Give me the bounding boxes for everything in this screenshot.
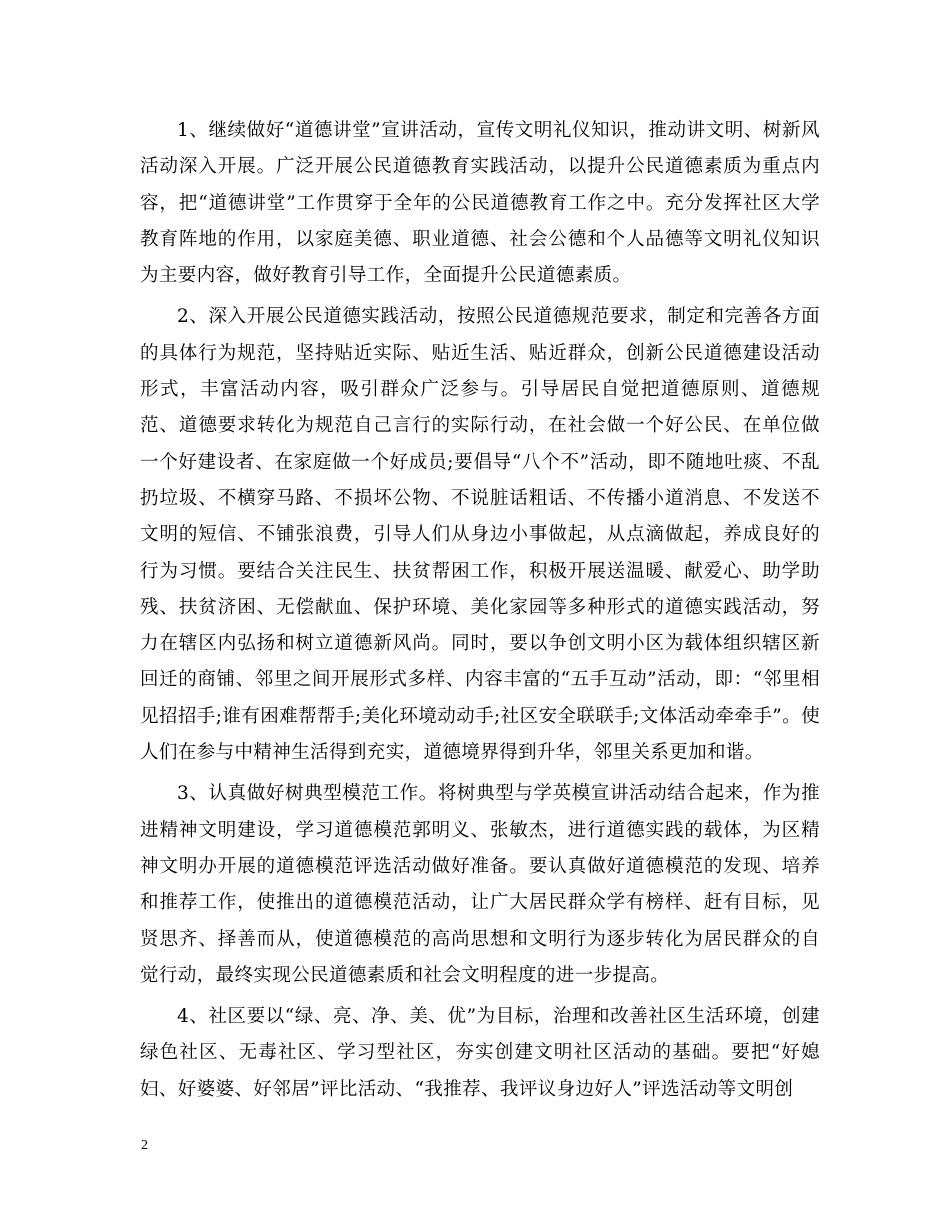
paragraph-2: 2、深入开展公民道德实践活动，按照公民道德规范要求，制定和完善各方面的具体行为规范，坚持贴近实际、贴近生活、贴近群众，创新公民道德建设活动形式，丰富活动内容，吸引群众广泛参与。引导居民自觉把道德原则、道德规范、道德要求转化为规范自己言行的实际行动，在社会做一个好公民、在单位做一个好建设者、在家庭做一个好成员;要倡导“八个不”活动，即不随地吐痰、不乱扔垃圾、不横穿马路、不损坏公物、不说脏话粗话、不传播小道消息、不发送不文明的短信、不铺张浪费，引导人们从身边小事做起，从点滴做起，养成良好的行为习惯。要结合关注民生、扶贫帮困工作，积极开展送温暖、献爱心、助学助残、扶贫济困、无偿献血、保护环境、美化家园等多种形式的道德实践活动，努力在辖区内弘扬和树立道德新风尚。同时，要以争创文明小区为载体组织辖区新回迁的商铺、邻里之间开展形式多样、内容丰富的“五手互动”活动，即：“邻里相见招招手;谁有困难帮帮手;美化环境动动手;社区安全联联手;文体活动牵牵手”。使人们在参与中精神生活得到充实，道德境界得到升华，邻里关系更加和谐。 [140, 306, 820, 764]
paragraph-1: 1、继续做好“道德讲堂”宣讲活动，宣传文明礼仪知识，推动讲文明、树新风活动深入开展。广泛开展公民道德教育实践活动，以提升公民道德素质为重点内容，把“道德讲堂”工作贯穿于全年的公民道德教育工作之中。充分发挥社区大学教育阵地的作用，以家庭美德、职业道德、社会公德和个人品德等文明礼仪知识为主要内容，做好教育引导工作，全面提升公民道德素质。 [140, 120, 820, 287]
paragraph-4: 4、社区要以“绿、亮、净、美、优”为目标，治理和改善社区生活环境，创建绿色社区、无毒社区、学习型社区，夯实创建文明社区活动的基础。要把“好媳妇、好婆婆、好邻居”评比活动、“我推荐、我评议身边好人”评选活动等文明创 [140, 1006, 820, 1100]
page-number: 2 [141, 1138, 148, 1153]
document-body [140, 113, 820, 1113]
paragraph-3: 3、认真做好树典型模范工作。将树典型与学英模宣讲活动结合起来，作为推进精神文明建设，学习道德模范郭明义、张敏杰，进行道德实践的载体，为区精神文明办开展的道德模范评选活动做好准备。要认真做好道德模范的发现、培养和推荐工作，使推出的道德模范活动，让广大居民群众学有榜样、赶有目标，见贤思齐、择善而从，使道德模范的高尚思想和文明行为逐步转化为居民群众的自觉行动，最终实现公民道德素质和社会文明程度的进一步提高。 [140, 783, 820, 986]
